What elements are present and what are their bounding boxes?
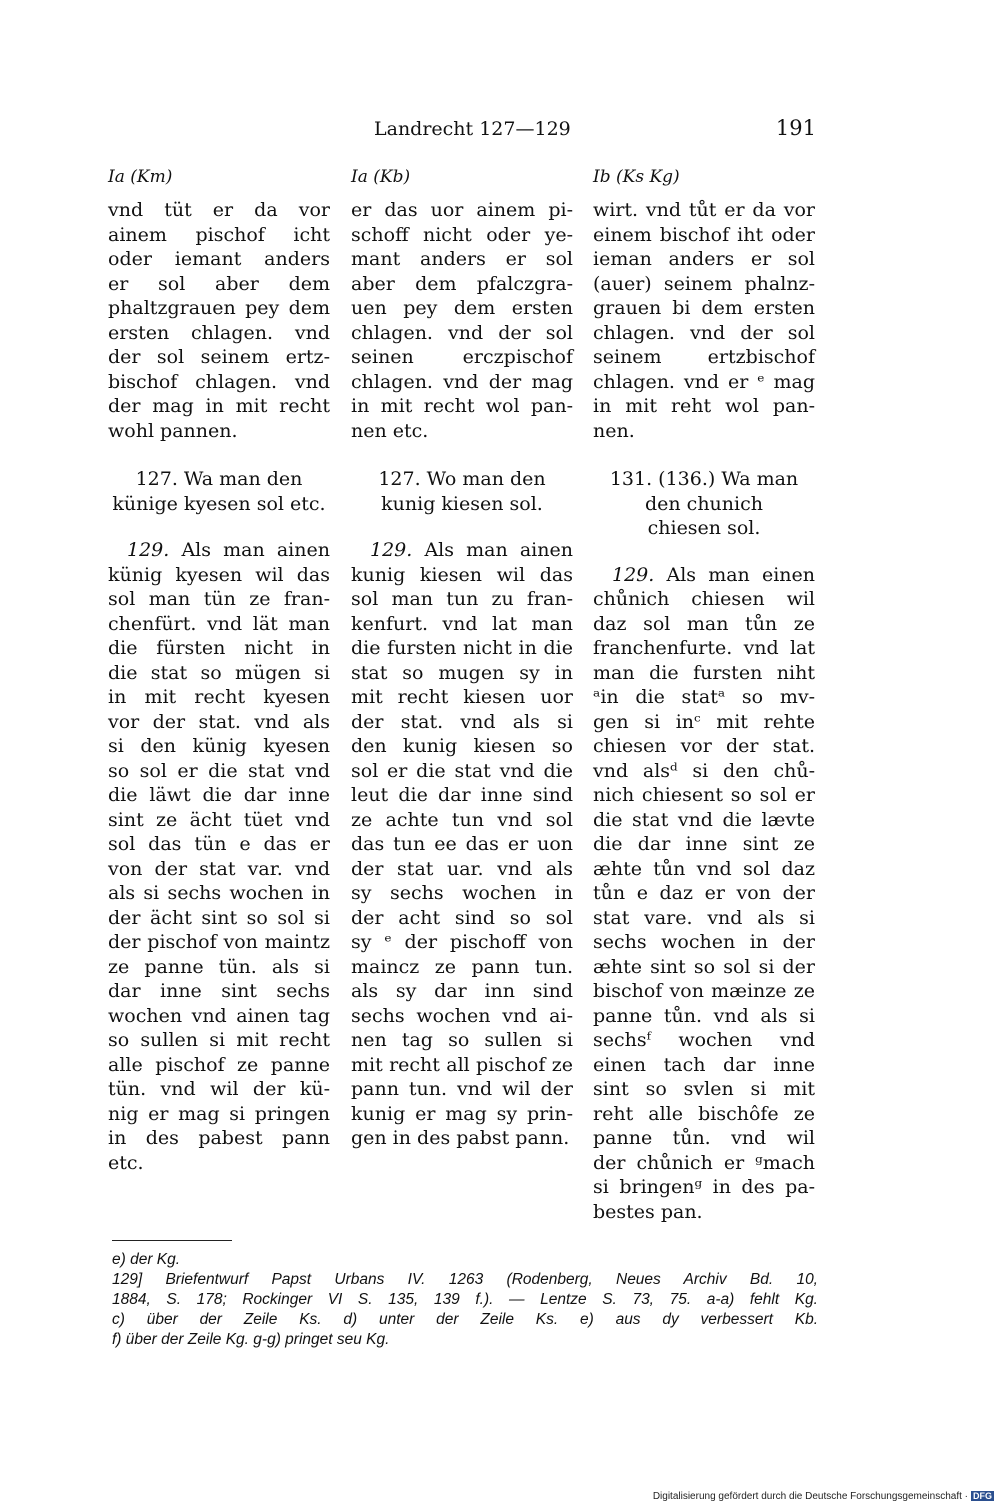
text-line: aber dem pfalczgra- <box>351 272 573 295</box>
heading-line: chiesen sol. <box>647 517 761 539</box>
text-line: gen in des pabst pann. <box>351 1127 570 1149</box>
article-first-line: Als man ainen <box>424 539 573 561</box>
text-line: stat vare. vnd als si <box>593 906 815 929</box>
text-line: in mit recht kyesen <box>108 686 330 708</box>
text-line: der acht sind so sol <box>351 906 573 929</box>
text-line: dar inne sint sechs <box>108 980 330 1002</box>
text-line: der sol seinem ertz- <box>108 346 330 368</box>
article-number: 129. <box>370 539 413 561</box>
footnote-line: 1884, S. 178; Rockinger VI S. 135, 139 f.). — Lentze S. 73, 75. a-a) fehlt Kg. <box>112 1291 818 1308</box>
section-heading <box>593 467 815 541</box>
text-line <box>108 538 330 563</box>
text-line: sy ᵉ der pischoff von <box>351 931 573 953</box>
section-heading <box>351 467 573 516</box>
text-line: sol man tün ze fran- <box>108 588 330 610</box>
text-line: æhte tůn vnd sol daz <box>593 857 815 880</box>
intro-text <box>351 198 573 443</box>
text-line: sol er die stat vnd die <box>351 759 573 782</box>
text-line: seinem ertzbischof <box>593 346 815 368</box>
article-text <box>593 563 815 1225</box>
text-line: künig kyesen wil das <box>108 563 330 586</box>
footnote-line: c) über der Zeile Ks. d) unter der Zeile Ks. e) aus dy verbessert Kb. <box>112 1311 818 1328</box>
text-line: man die fursten niht <box>593 661 815 684</box>
column-siglum: Ia (Km) <box>108 167 173 187</box>
heading-line: kunig kiesen sol. <box>381 492 543 515</box>
text-line: æhte sint so sol si der <box>593 955 815 978</box>
text-line: von der stat var. vnd <box>108 857 330 880</box>
text-line: der pischof von maintz <box>108 931 330 953</box>
text-line: etc. <box>108 1151 144 1174</box>
article-text <box>351 538 573 1151</box>
text-line: reht alle bischôfe ze <box>593 1102 815 1125</box>
footnote-line: 129] Briefentwurf Papst Urbans IV. 1263 (Rodenberg, Neues Archiv Bd. 10, <box>112 1271 818 1288</box>
running-title: Landrecht 127—129 <box>374 118 571 140</box>
text-line: si bringenᵍ in des pa- <box>593 1176 815 1198</box>
text-line: sint so svlen si mit <box>593 1078 815 1100</box>
text-line: nen. <box>593 419 635 442</box>
text-line: die stat vnd die lævte <box>593 808 815 831</box>
text-line: der chůnich er ᵍmach <box>593 1151 815 1174</box>
text-line: (auer) seinem phalnz- <box>593 272 815 295</box>
text-line: als sy dar inn sind <box>351 980 573 1002</box>
text-line: bischof chlagen. vnd <box>108 370 330 393</box>
heading-line: 127. Wa man den <box>135 468 303 490</box>
text-line: er das uor ainem pi- <box>351 199 573 221</box>
text-line: chenfürt. vnd lät man <box>108 612 330 635</box>
text-line: der stat uar. vnd als <box>351 857 573 880</box>
text-line: ze achte tun vnd sol <box>351 808 573 831</box>
section-heading <box>108 467 330 516</box>
article-number: 129. <box>612 563 655 586</box>
text-line: wirt. vnd tůt er da vor <box>593 199 815 221</box>
text-line: si den künig kyesen <box>108 735 330 757</box>
text-line: kunig er mag sy prin- <box>351 1102 573 1125</box>
text-line: leut die dar inne sind <box>351 784 573 806</box>
text-line: als si sechs wochen in <box>108 882 330 904</box>
text-line: bestes pan. <box>593 1200 703 1223</box>
text-line: die läwt die dar inne <box>108 784 330 806</box>
text-line: nig er mag si pringen <box>108 1102 330 1125</box>
text-line: wochen vnd ainen tag <box>108 1004 330 1027</box>
text-line: phaltzgrauen pey dem <box>108 297 330 319</box>
article-first-line: Als man einen <box>666 563 815 586</box>
text-line: einem bischof iht oder <box>593 223 815 246</box>
column-ia-km <box>108 165 330 1175</box>
text-line: vor der stat. vnd als <box>108 710 330 733</box>
article-first-line: Als man ainen <box>181 539 330 561</box>
digitization-credit <box>653 1491 994 1502</box>
text-line: mit recht kiesen uor <box>351 686 573 708</box>
text-line: chlagen. vnd er ᵉ mag <box>593 370 815 393</box>
text-line: in mit recht wol pan- <box>351 395 573 417</box>
text-line: sechs wochen in der <box>593 931 815 953</box>
text-line: die fursten nicht in die <box>351 637 573 659</box>
text-line: das tun ee das er uon <box>351 833 573 855</box>
text-line: schoff nicht oder ye- <box>351 223 573 246</box>
text-line <box>593 563 815 588</box>
text-line: so sullen si mit recht <box>108 1029 330 1051</box>
text-line: maincz ze pann tun. <box>351 955 573 978</box>
text-line <box>351 538 573 563</box>
text-line: franchenfurte. vnd lat <box>593 637 815 659</box>
heading-line: künige kyesen sol etc. <box>112 492 326 515</box>
text-line: ainem pischof icht <box>108 223 330 246</box>
text-line: mit recht all pischof ze <box>351 1053 573 1076</box>
text-line: die stat so mügen si <box>108 661 330 684</box>
page-header <box>106 118 816 148</box>
page-number: 191 <box>775 116 816 140</box>
text-line: der ächt sint so sol si <box>108 906 330 929</box>
text-line: in mit reht wol pan- <box>593 395 815 417</box>
text-line: kunig kiesen wil das <box>351 563 573 586</box>
text-line: stat so mugen sy in <box>351 661 573 684</box>
text-line: sechsᶠ wochen vnd <box>593 1029 815 1051</box>
text-line: sol das tün e das er <box>108 833 330 855</box>
text-line: gen si inᶜ mit rehte <box>593 710 815 733</box>
text-line: vnd tüt er da vor <box>108 199 330 221</box>
text-line: nen etc. <box>351 419 429 442</box>
footnotes <box>112 1250 818 1350</box>
text-line: chiesen vor der stat. <box>593 735 815 757</box>
text-line: grauen bi dem ersten <box>593 297 815 319</box>
intro-text <box>108 198 330 443</box>
article-number: 129. <box>127 539 170 561</box>
column-siglum: Ib (Ks Kg) <box>593 167 680 187</box>
text-line: kenfurt. vnd lat man <box>351 612 573 635</box>
text-line: sechs wochen vnd ai- <box>351 1004 573 1027</box>
text-line: in des pabest pann <box>108 1127 330 1149</box>
text-line: nich chiesent so sol er <box>593 784 815 806</box>
text-line: chlagen. vnd der mag <box>351 370 573 393</box>
heading-line: 131. (136.) Wa man <box>609 468 799 490</box>
text-line: panne tůn. vnd als si <box>593 1004 815 1027</box>
text-line: den kunig kiesen so <box>351 735 573 757</box>
text-line: sy sechs wochen in <box>351 882 573 904</box>
text-line: sint ze ächt tüet vnd <box>108 808 330 831</box>
text-line: einen tach dar inne <box>593 1053 815 1076</box>
text-line: ersten chlagen. vnd <box>108 321 330 344</box>
text-line: chůnich chiesen wil <box>593 588 815 610</box>
footnote-divider <box>112 1240 232 1241</box>
text-line: bischof von mæinze ze <box>593 980 815 1002</box>
text-line: chlagen. vnd der sol <box>351 321 573 344</box>
text-line: nen tag so sullen si <box>351 1029 573 1051</box>
text-line: ieman anders er sol <box>593 248 815 270</box>
column-ia-kb <box>351 165 573 1151</box>
text-line: daz sol man tůn ze <box>593 612 815 635</box>
text-line: tůn e daz er von der <box>593 882 815 904</box>
text-line: chlagen. vnd der sol <box>593 321 815 344</box>
text-line: wohl pannen. <box>108 419 238 442</box>
text-line: mant anders er sol <box>351 248 573 270</box>
text-line: ᵃin die statᵃ so mv- <box>593 686 815 708</box>
text-line: ze panne tün. als si <box>108 955 330 978</box>
column-siglum: Ia (Kb) <box>351 167 411 187</box>
text-line: tün. vnd wil der kü- <box>108 1078 330 1100</box>
text-line: die dar inne sint ze <box>593 833 815 855</box>
text-line: der stat. vnd als si <box>351 710 573 733</box>
text-line: panne tůn. vnd wil <box>593 1127 815 1149</box>
intro-text <box>593 198 815 443</box>
text-line: der mag in mit recht <box>108 395 330 417</box>
text-line: seinen erczpischof <box>351 346 573 368</box>
column-ib-ks-kg <box>593 165 815 1224</box>
article-text <box>108 538 330 1175</box>
text-line: oder iemant anders <box>108 248 330 270</box>
heading-line: 127. Wo man den <box>378 468 546 490</box>
text-line: pann tun. vnd wil der <box>351 1078 573 1100</box>
dfg-logo: DFG <box>973 1491 992 1502</box>
heading-line: den chunich <box>645 492 763 515</box>
footnote-line: f) über der Zeile Kg. g-g) pringet seu Kg. <box>112 1331 390 1348</box>
text-line: er sol aber dem <box>108 272 330 295</box>
text-line: uen pey dem ersten <box>351 297 573 319</box>
footnote-line: e) der Kg. <box>112 1251 181 1268</box>
text-line: vnd alsᵈ si den chů- <box>593 759 815 782</box>
text-line: alle pischof ze panne <box>108 1053 330 1076</box>
text-line: sol man tun zu fran- <box>351 588 573 610</box>
text-line: so sol er die stat vnd <box>108 759 330 782</box>
text-line: die fürsten nicht in <box>108 637 330 659</box>
credit-text: Digitalisierung gefördert durch die Deutsche Forschungsgemeinschaft · <box>652 1491 968 1502</box>
